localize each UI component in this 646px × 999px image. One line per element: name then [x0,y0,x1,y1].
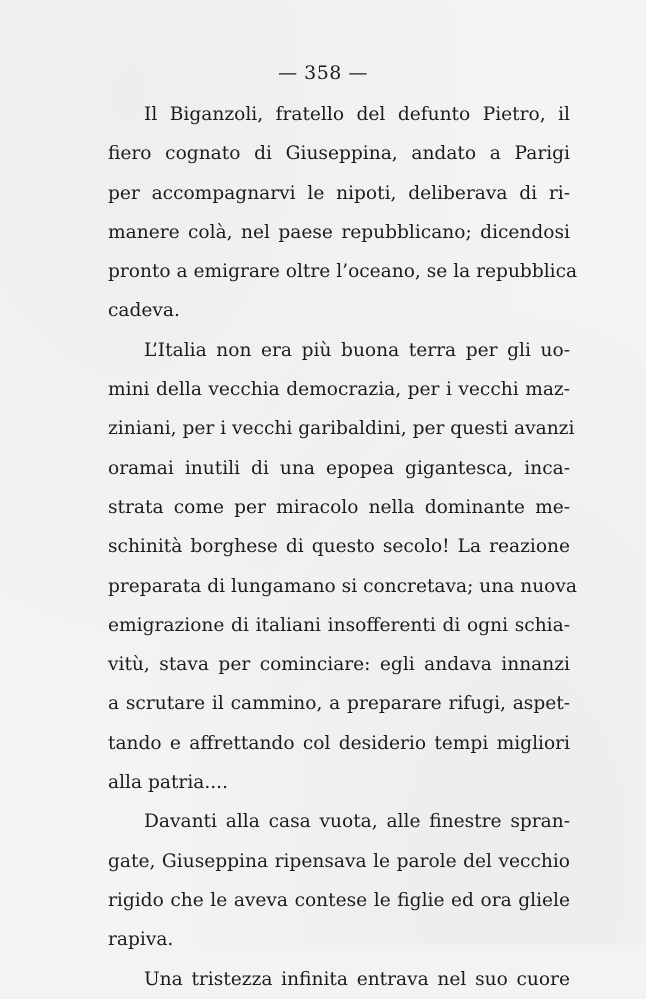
paragraph [108,802,570,959]
text-line: strata come per miracolo nella dominante me- [108,496,570,518]
text-line: rapiva. [108,929,174,951]
text-line: mini della vecchia democrazia, per i vecchi maz- [108,379,570,401]
body-text [108,95,578,999]
text-line: rigido che le aveva contese le figlie ed ora gliele [108,889,570,911]
text-line: Una tristezza infinita entrava nel suo cuore [144,968,570,990]
text-line: alla patria.... [108,772,228,794]
text-line: manere colà, nel paese repubblicano; dicendosi [108,221,570,243]
page-number: — 358 — [278,62,368,84]
text-line: ziniani, per i vecchi garibaldini, per questi avanzi [108,418,575,440]
text-line: Il Biganzoli, fratello del defunto Pietro, il [144,104,570,125]
text-line: tando e affrettando col desiderio tempi migliori [108,732,570,754]
text-line: emigrazione di italiani insofferenti di ogni schia- [108,614,570,636]
text-line: cadeva. [108,300,180,322]
paragraph [108,960,570,999]
text-line: per accompagnarvi le nipoti, deliberava di ri- [108,182,570,204]
paragraph [108,331,577,803]
text-line: a scrutare il cammino, a preparare rifugi, aspet- [108,693,570,715]
text-line: vitù, stava per cominciare: egli andava innanzi [108,654,570,676]
text-line: schinità borghese di questo secolo! La reazione [108,536,570,558]
text-line: gate, Giuseppina ripensava le parole del vecchio [108,850,570,872]
text-line: preparata di lungamano si concretava; una nuova [108,575,577,597]
text-line: fiero cognato di Giuseppina, andato a Parigi [108,143,570,165]
text-line: L’Italia non era più buona terra per gli uo- [144,339,570,361]
text-line: oramai inutili di una epopea gigantesca, inca- [108,457,570,479]
text-line: Davanti alla casa vuota, alle finestre spran- [144,811,570,833]
text-line: pronto a emigrare oltre l’oceano, se la repubblica [108,261,578,283]
paragraph [108,95,578,331]
